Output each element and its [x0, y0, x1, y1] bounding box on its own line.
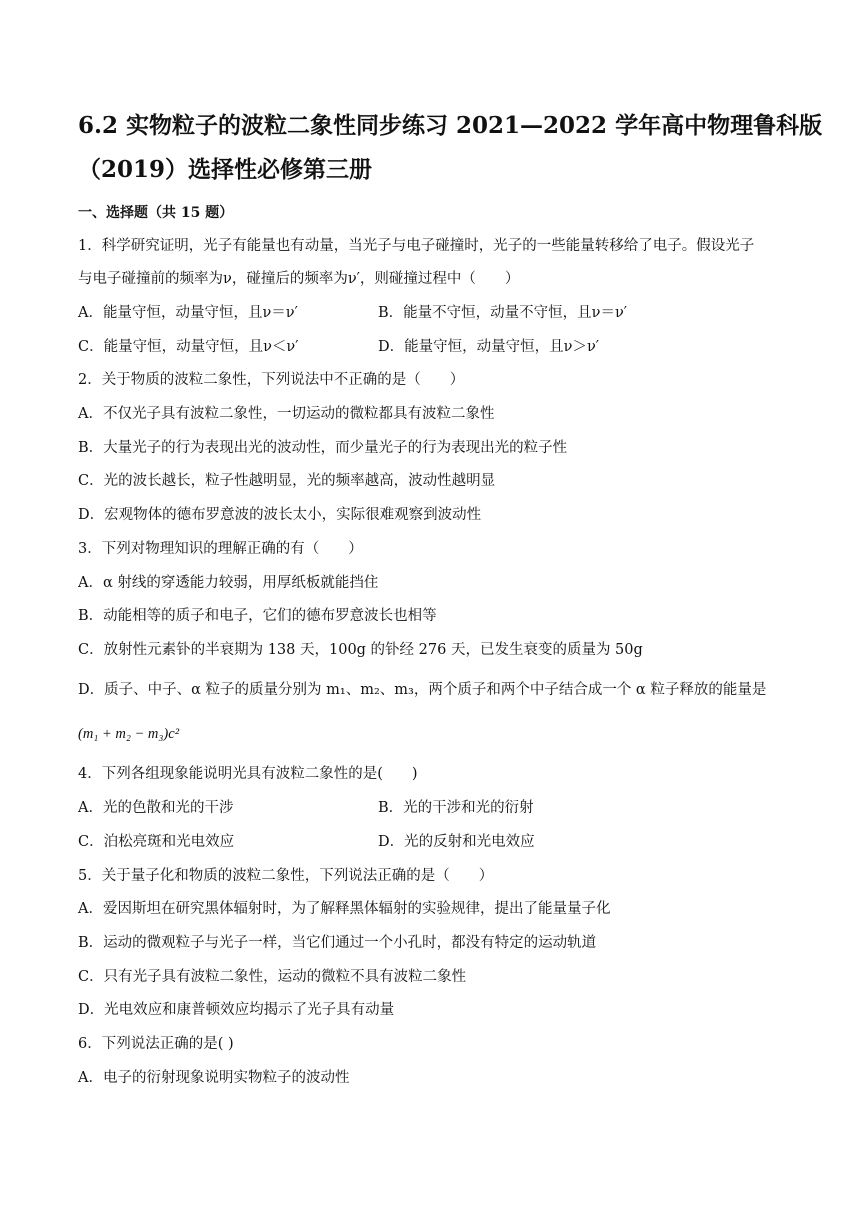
q2-option-c: C．光的波长越长，粒子性越明显，光的频率越高，波动性越明显 — [78, 473, 496, 489]
q4-option-a: A．光的色散和光的干涉 — [78, 800, 234, 816]
q1-stem-line-1: 1．科学研究证明，光子有能量也有动量，当光子与电子碰撞时，光子的一些能量转移给了电子。假设光子 — [78, 238, 755, 254]
q1-option-d: D．能量守恒，动量守恒，且ν＞ν′ — [378, 339, 600, 355]
q3-option-b: B．动能相等的质子和电子，它们的德布罗意波长也相等 — [78, 608, 437, 624]
title-line-2: （2019）选择性必修第三册 — [78, 156, 373, 183]
q4-stem: 4．下列各组现象能说明光具有波粒二象性的是( ) — [78, 766, 418, 782]
q3-stem: 3．下列对物理知识的理解正确的有（ ） — [78, 541, 363, 557]
q1-option-c: C．能量守恒，动量守恒，且ν＜ν′ — [78, 339, 299, 355]
document-title — [78, 104, 823, 192]
q6-option-a: A．电子的衍射现象说明实物粒子的波动性 — [78, 1070, 350, 1086]
q5-option-a: A．爱因斯坦在研究黑体辐射时，为了解释黑体辐射的实验规律，提出了能量量子化 — [78, 901, 611, 917]
q2-option-b: B．大量光子的行为表现出光的波动性，而少量光子的行为表现出光的粒子性 — [78, 440, 568, 456]
q4-option-d: D．光的反射和光电效应 — [378, 834, 535, 850]
q3-formula: (m₁ + m₂ − m₃)c² — [78, 726, 180, 742]
q2-option-a: A．不仅光子具有波粒二象性，一切运动的微粒都具有波粒二象性 — [78, 406, 495, 422]
q1-option-b: B．能量不守恒，动量不守恒，且ν＝ν′ — [378, 305, 628, 321]
title-line-1: 6.2 实物粒子的波粒二象性同步练习 2021—2022 学年高中物理鲁科版 — [78, 112, 823, 139]
q1-option-a: A．能量守恒，动量守恒，且ν＝ν′ — [78, 305, 298, 321]
q5-option-d: D．光电效应和康普顿效应均揭示了光子具有动量 — [78, 1002, 395, 1018]
q4-option-c: C．泊松亮斑和光电效应 — [78, 834, 235, 850]
q5-option-c: C．只有光子具有波粒二象性，运动的微粒不具有波粒二象性 — [78, 969, 467, 985]
q3-option-d: D．质子、中子、α 粒子的质量分别为 m₁、m₂、m₃，两个质子和两个中子结合成一个 α 粒子释放的能量是 — [78, 682, 767, 698]
q5-stem: 5．关于量子化和物质的波粒二象性，下列说法正确的是（ ） — [78, 868, 494, 884]
q4-option-b: B．光的干涉和光的衍射 — [378, 800, 534, 816]
section-heading: 一、选择题（共 15 题） — [78, 205, 234, 221]
q6-stem: 6．下列说法正确的是( ) — [78, 1036, 234, 1052]
q1-stem-line-2: 与电子碰撞前的频率为ν，碰撞后的频率为ν′，则碰撞过程中（ ） — [78, 271, 520, 287]
q3-option-a: A．α 射线的穿透能力较弱，用厚纸板就能挡住 — [78, 575, 379, 591]
q2-option-d: D．宏观物体的德布罗意波的波长太小，实际很难观察到波动性 — [78, 507, 482, 523]
q2-stem: 2．关于物质的波粒二象性，下列说法中不正确的是（ ） — [78, 372, 465, 388]
q3-option-c: C．放射性元素钋的半衰期为 138 天，100g 的钋经 276 天，已发生衰变的质量为 50g — [78, 642, 643, 658]
q5-option-b: B．运动的微观粒子与光子一样，当它们通过一个小孔时，都没有特定的运动轨道 — [78, 935, 597, 951]
